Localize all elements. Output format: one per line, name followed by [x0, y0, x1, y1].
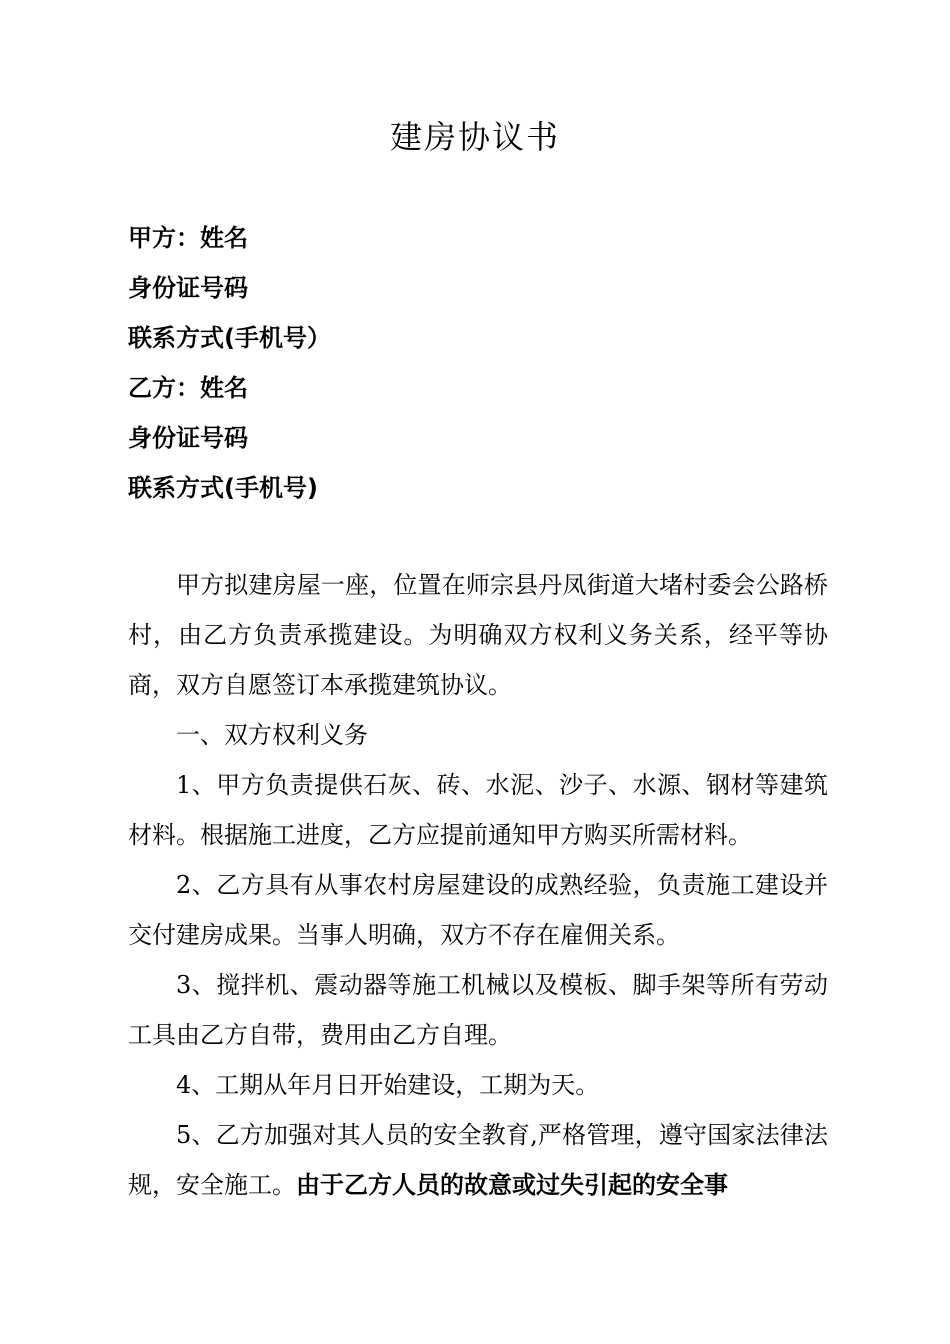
party-a-name: 甲方：姓名 — [128, 224, 248, 252]
party-info-block — [128, 213, 848, 513]
agreement-body — [128, 560, 828, 1210]
party-b-id-number: 身份证号码 — [128, 424, 248, 452]
party-b-name: 乙方：姓名 — [128, 374, 248, 402]
intro-paragraph: 甲方拟建房屋一座，位置在师宗县丹凤街道大堵村委会公路桥村，由乙方负责承揽建设。为明确双方权利义务关系，经平等协商，双方自愿签订本承揽建筑协议。 — [128, 571, 828, 699]
party-a-contact: 联系方式(手机号） — [128, 324, 331, 352]
clause-5-bold-text: 由于乙方人员的故意或过失引起的安全事 — [296, 1171, 728, 1199]
clause-4: 4、工期从年月日开始建设，工期为天。 — [176, 1071, 600, 1099]
party-a-id-number: 身份证号码 — [128, 274, 248, 302]
clause-2: 2、乙方具有从事农村房屋建设的成熟经验，负责施工建设并交付建房成果。当事人明确，双方不存在雇佣关系。 — [128, 871, 828, 949]
clause-5 — [128, 1110, 828, 1210]
clause-3: 3、搅拌机、震动器等施工机械以及模板、脚手架等所有劳动工具由乙方自带，费用由乙方自理。 — [128, 971, 828, 1049]
party-b-contact: 联系方式(手机号) — [128, 474, 318, 502]
document-title: 建房协议书 — [389, 118, 560, 156]
clause-1: 1、甲方负责提供石灰、砖、水泥、沙子、水源、钢材等建筑材料。根据施工进度，乙方应提前通知甲方购买所需材料。 — [128, 771, 828, 849]
clause-5-text: 5、乙方加强对其人员的安全教育,严格管理，遵守国家法律法规，安全施工。 — [128, 1121, 828, 1199]
section-heading: 一、双方权利义务 — [176, 721, 368, 749]
